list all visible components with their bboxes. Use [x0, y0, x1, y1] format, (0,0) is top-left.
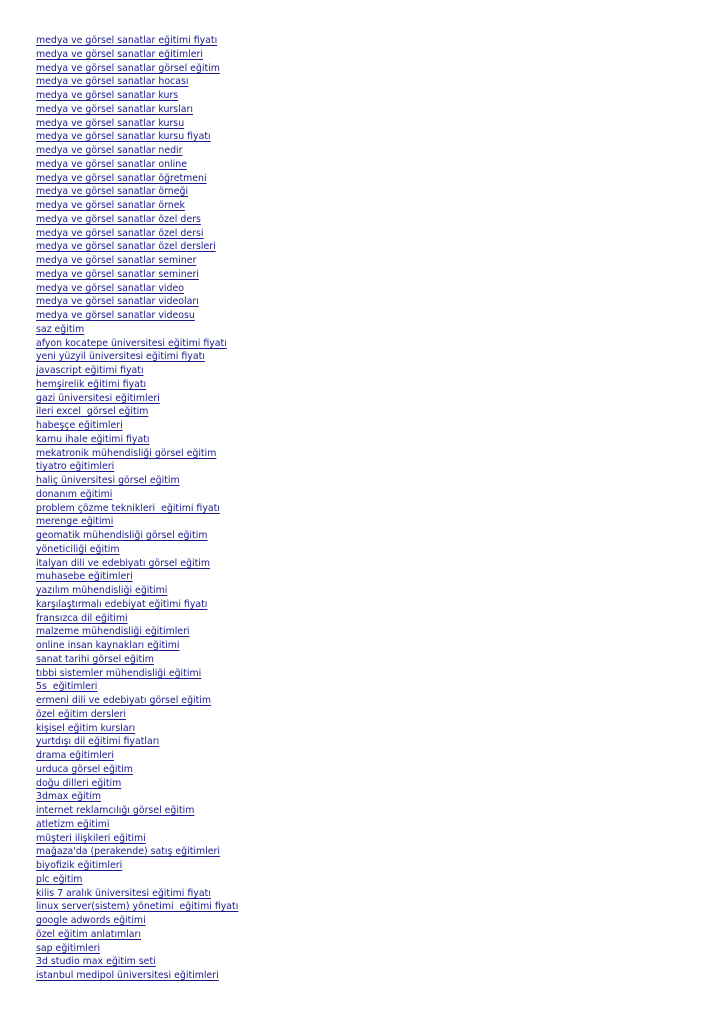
- keyword-link[interactable]: medya ve görsel sanatlar online: [36, 158, 187, 170]
- list-item: [36, 101, 238, 115]
- keyword-link[interactable]: müşteri ilişkileri eğitimi: [36, 832, 146, 844]
- keyword-link[interactable]: javascript eğitimi fiyatı: [36, 365, 144, 376]
- list-item: [36, 417, 238, 431]
- keyword-link[interactable]: yöneticiliği eğitim: [36, 543, 120, 555]
- keyword-link[interactable]: saz eğitim: [36, 323, 85, 335]
- list-item: [36, 46, 238, 60]
- keyword-link[interactable]: habeşçe eğitimleri: [36, 420, 123, 431]
- keyword-link[interactable]: medya ve görsel sanatlar özel dersleri: [36, 241, 216, 253]
- keyword-link[interactable]: 5s eğitimleri: [36, 681, 98, 693]
- list-item: [36, 926, 238, 940]
- list-item: [36, 843, 238, 857]
- list-item: [36, 637, 238, 651]
- list-item: [36, 871, 238, 885]
- list-item: [36, 775, 238, 789]
- keyword-link[interactable]: medya ve görsel sanatlar öğretmeni: [36, 172, 207, 184]
- list-item: [36, 967, 238, 981]
- keyword-link[interactable]: medya ve görsel sanatlar kurs: [36, 90, 179, 101]
- list-item: [36, 197, 238, 211]
- list-item: [36, 513, 238, 527]
- keyword-link[interactable]: kilis 7 aralık üniversitesi eğitimi fiyatı: [36, 887, 211, 899]
- keyword-link[interactable]: medya ve görsel sanatlar özel dersi: [36, 227, 204, 239]
- keyword-link[interactable]: sanat tarihi görsel eğitim: [36, 653, 154, 665]
- keyword-link[interactable]: yeni yüzyil üniversitesi eğitimi fiyatı: [36, 351, 205, 363]
- keyword-link[interactable]: medya ve görsel sanatlar kursları: [36, 103, 194, 115]
- list-item: [36, 307, 238, 321]
- keyword-link[interactable]: yazılım mühendisliği eğitimi: [36, 585, 168, 596]
- list-item: [36, 885, 238, 899]
- list-item: [36, 500, 238, 514]
- keyword-link[interactable]: linux server(sistem) yönetimi eğitimi fiyatı: [36, 901, 239, 913]
- keyword-link[interactable]: problem çözme teknikleri eğitimi fiyatı: [36, 502, 220, 514]
- list-item: [36, 87, 238, 101]
- list-item: [36, 225, 238, 239]
- list-item: [36, 32, 238, 46]
- list-item: [36, 582, 238, 596]
- keyword-link[interactable]: mağaza'da (perakende) satış eğitimleri: [36, 846, 220, 858]
- keyword-link[interactable]: biyofizik eğitimleri: [36, 860, 123, 871]
- keyword-link[interactable]: kişisel eğitim kursları: [36, 722, 136, 734]
- list-item: [36, 541, 238, 555]
- list-item: [36, 678, 238, 692]
- keyword-link[interactable]: google adwords eğitimi: [36, 915, 146, 926]
- list-item: [36, 183, 238, 197]
- keyword-link[interactable]: medya ve görsel sanatlar görsel eğitim: [36, 62, 220, 74]
- list-item: [36, 912, 238, 926]
- keyword-link[interactable]: drama eğitimleri: [36, 750, 114, 761]
- keyword-link[interactable]: mekatronik mühendisliği görsel eğitim: [36, 447, 217, 459]
- keyword-link[interactable]: medya ve görsel sanatlar eğitimleri: [36, 48, 203, 60]
- keyword-link[interactable]: medya ve görsel sanatlar hocası: [36, 76, 189, 88]
- list-item: [36, 568, 238, 582]
- list-item: [36, 706, 238, 720]
- keyword-link[interactable]: medya ve görsel sanatlar eğitimi fiyatı: [36, 35, 218, 46]
- list-item: [36, 692, 238, 706]
- list-item: [36, 665, 238, 679]
- keyword-link[interactable]: yurtdışı dil eğitimi fiyatları: [36, 736, 160, 748]
- keyword-link[interactable]: merenge eğitimi: [36, 516, 114, 528]
- keyword-link[interactable]: istanbul medipol üniversitesi eğitimleri: [36, 970, 219, 981]
- list-item: [36, 458, 238, 472]
- list-item: [36, 940, 238, 954]
- keyword-link[interactable]: plc eğitim: [36, 873, 83, 885]
- keyword-link[interactable]: urduca görsel eğitim: [36, 763, 133, 775]
- list-item: [36, 252, 238, 266]
- list-item: [36, 321, 238, 335]
- keyword-link[interactable]: sap eğitimleri: [36, 942, 101, 954]
- keyword-link[interactable]: kamu ihale eğitimi fiyatı: [36, 433, 150, 445]
- keyword-link[interactable]: italyan dili ve edebiyatı görsel eğitim: [36, 557, 210, 569]
- keyword-link[interactable]: medya ve görsel sanatlar semineri: [36, 268, 199, 280]
- keyword-link[interactable]: atletizm eğitimi: [36, 818, 110, 830]
- list-item: [36, 733, 238, 747]
- keyword-link[interactable]: ileri excel görsel eğitim: [36, 406, 149, 418]
- list-item: [36, 720, 238, 734]
- list-item: [36, 403, 238, 417]
- keyword-link[interactable]: özel eğitim dersleri: [36, 708, 127, 720]
- list-item: [36, 115, 238, 129]
- keyword-link[interactable]: 3dmax eğitim: [36, 791, 102, 803]
- list-item: [36, 266, 238, 280]
- keyword-link[interactable]: gazi üniversitesi eğitimleri: [36, 392, 160, 404]
- keyword-link[interactable]: özel eğitim anlatımları: [36, 928, 141, 940]
- list-item: [36, 651, 238, 665]
- keyword-link[interactable]: muhasebe eğitimleri: [36, 571, 133, 583]
- keyword-link[interactable]: medya ve görsel sanatlar kursu fiyatı: [36, 131, 211, 143]
- keyword-link[interactable]: geomatik mühendisliği görsel eğitim: [36, 530, 208, 541]
- keyword-link[interactable]: doğu dilleri eğitim: [36, 777, 122, 789]
- list-item: [36, 472, 238, 486]
- list-item: [36, 335, 238, 349]
- list-item: [36, 376, 238, 390]
- list-item: [36, 390, 238, 404]
- list-item: [36, 788, 238, 802]
- list-item: [36, 953, 238, 967]
- list-item: [36, 280, 238, 294]
- keyword-link[interactable]: medya ve görsel sanatlar videoları: [36, 296, 199, 308]
- list-item: [36, 555, 238, 569]
- list-item: [36, 596, 238, 610]
- list-item: [36, 156, 238, 170]
- keyword-link[interactable]: karşılaştırmalı edebiyat eğitimi fiyatı: [36, 598, 208, 610]
- keyword-link[interactable]: internet reklamcılığı görsel eğitim: [36, 805, 195, 816]
- keyword-link[interactable]: afyon kocatepe üniversitesi eğitimi fiyatı: [36, 337, 227, 349]
- list-item: [36, 816, 238, 830]
- list-item: [36, 898, 238, 912]
- list-item: [36, 170, 238, 184]
- list-item: [36, 431, 238, 445]
- keyword-link[interactable]: medya ve görsel sanatlar seminer: [36, 255, 197, 266]
- list-item: [36, 486, 238, 500]
- list-item: [36, 527, 238, 541]
- keyword-link[interactable]: fransızca dil eğitimi: [36, 612, 128, 624]
- link-list: [36, 32, 238, 981]
- list-item: [36, 362, 238, 376]
- list-item: [36, 60, 238, 74]
- list-item: [36, 293, 238, 307]
- list-item: [36, 142, 238, 156]
- list-item: [36, 747, 238, 761]
- list-item: [36, 348, 238, 362]
- list-item: [36, 610, 238, 624]
- keyword-link[interactable]: haliç üniversitesi görsel eğitim: [36, 475, 180, 486]
- list-item: [36, 830, 238, 844]
- keyword-link[interactable]: ermeni dili ve edebiyatı görsel eğitim: [36, 695, 212, 706]
- keyword-link[interactable]: medya ve görsel sanatlar örnek: [36, 200, 185, 211]
- keyword-link[interactable]: medya ve görsel sanatlar video: [36, 282, 184, 294]
- keyword-link[interactable]: hemşirelik eğitimi fiyatı: [36, 378, 147, 390]
- list-item: [36, 761, 238, 775]
- list-item: [36, 857, 238, 871]
- keyword-link[interactable]: donanım eğitimi: [36, 488, 113, 500]
- list-item: [36, 623, 238, 637]
- list-item: [36, 73, 238, 87]
- list-item: [36, 802, 238, 816]
- list-item: [36, 238, 238, 252]
- list-item: [36, 445, 238, 459]
- keyword-link[interactable]: medya ve görsel sanatlar nedir: [36, 145, 183, 156]
- keyword-link[interactable]: online insan kaynakları eğitimi: [36, 640, 180, 651]
- keyword-link[interactable]: 3d studio max eğitim seti: [36, 956, 156, 968]
- keyword-link[interactable]: tıbbi sistemler mühendisliği eğitimi: [36, 667, 202, 679]
- list-item: [36, 128, 238, 142]
- keyword-link[interactable]: medya ve görsel sanatlar videosu: [36, 310, 195, 321]
- keyword-link[interactable]: medya ve görsel sanatlar örneği: [36, 186, 189, 198]
- list-item: [36, 211, 238, 225]
- keyword-link[interactable]: tiyatro eğitimleri: [36, 461, 115, 473]
- keyword-link[interactable]: malzeme mühendisliği eğitimleri: [36, 626, 190, 638]
- keyword-link[interactable]: medya ve görsel sanatlar özel ders: [36, 213, 201, 225]
- keyword-link[interactable]: medya ve görsel sanatlar kursu: [36, 117, 185, 129]
